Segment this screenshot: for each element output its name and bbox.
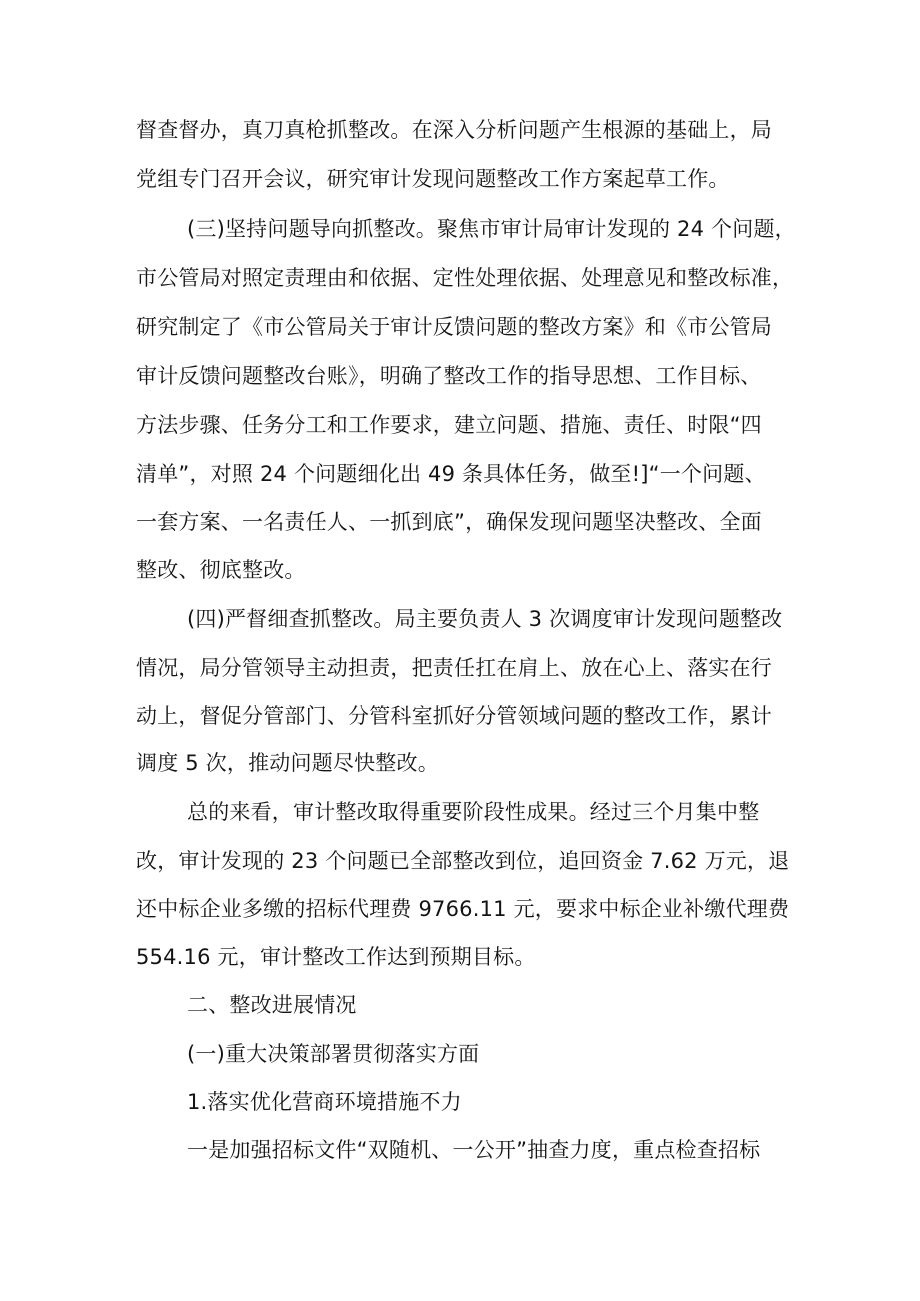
text-line: 动上，督促分管部门、分管科室抓好分管领域问题的整改工作，累计 bbox=[136, 704, 772, 728]
text-line: 审计反馈问题整改台账》，明确了整改工作的指导思想、工作目标、 bbox=[136, 364, 762, 388]
text-line: 一是加强招标文件“双随机、一公开”抽查力度，重点检查招标 bbox=[187, 1138, 761, 1162]
subsection-heading: (一)重大决策部署贯彻落实方面 bbox=[187, 1042, 480, 1066]
text-line: 方法步骤、任务分工和工作要求，建立问题、措施、责任、时限“四 bbox=[136, 413, 762, 437]
text-line: 研究制定了《市公管局关于审计反馈问题的整改方案》和《市公管局 bbox=[136, 315, 772, 339]
text-line: 整改、彻底整改。 bbox=[136, 558, 306, 582]
text-line: 改，审计发现的 23 个问题已全部整改到位，追回资金 7.62 万元，退 bbox=[136, 849, 790, 873]
text-line: 总的来看，审计整改取得重要阶段性成果。经过三个月集中整 bbox=[187, 800, 760, 824]
text-line: 市公管局对照定责理由和依据、定性处理依据、处理意见和整改标准， bbox=[136, 266, 794, 290]
text-line: 情况，局分管领导主动担责，把责任扛在肩上、放在心上、落实在行 bbox=[136, 656, 772, 680]
text-line: 清单”，对照 24 个问题细化出 49 条具体任务，做至!]“一个问题、 bbox=[136, 462, 766, 486]
item-heading: 1.落实优化营商环境措施不力 bbox=[187, 1090, 462, 1114]
text-line: 调度 5 次，推动问题尽快整改。 bbox=[136, 751, 439, 775]
text-line: 一套方案、一名责任人、一抓到底”，确保发现问题坚决整改、全面 bbox=[136, 510, 762, 534]
text-line: 554.16 元，审计整改工作达到预期目标。 bbox=[136, 945, 536, 969]
text-line: 党组专门召开会议，研究审计发现问题整改工作方案起草工作。 bbox=[136, 167, 730, 191]
text-line: (四)严督细查抓整改。局主要负责人 3 次调度审计发现问题整改 bbox=[187, 607, 783, 631]
section-heading: 二、整改进展情况 bbox=[187, 993, 357, 1017]
text-line: (三)坚持问题导向抓整改。聚焦市审计局审计发现的 24 个问题， bbox=[187, 217, 796, 241]
text-line: 督查督办，真刀真枪抓整改。在深入分析问题产生根源的基础上，局 bbox=[136, 118, 772, 142]
text-line: 还中标企业多缴的招标代理费 9766.11 元，要求中标企业补缴代理费 bbox=[136, 897, 790, 921]
